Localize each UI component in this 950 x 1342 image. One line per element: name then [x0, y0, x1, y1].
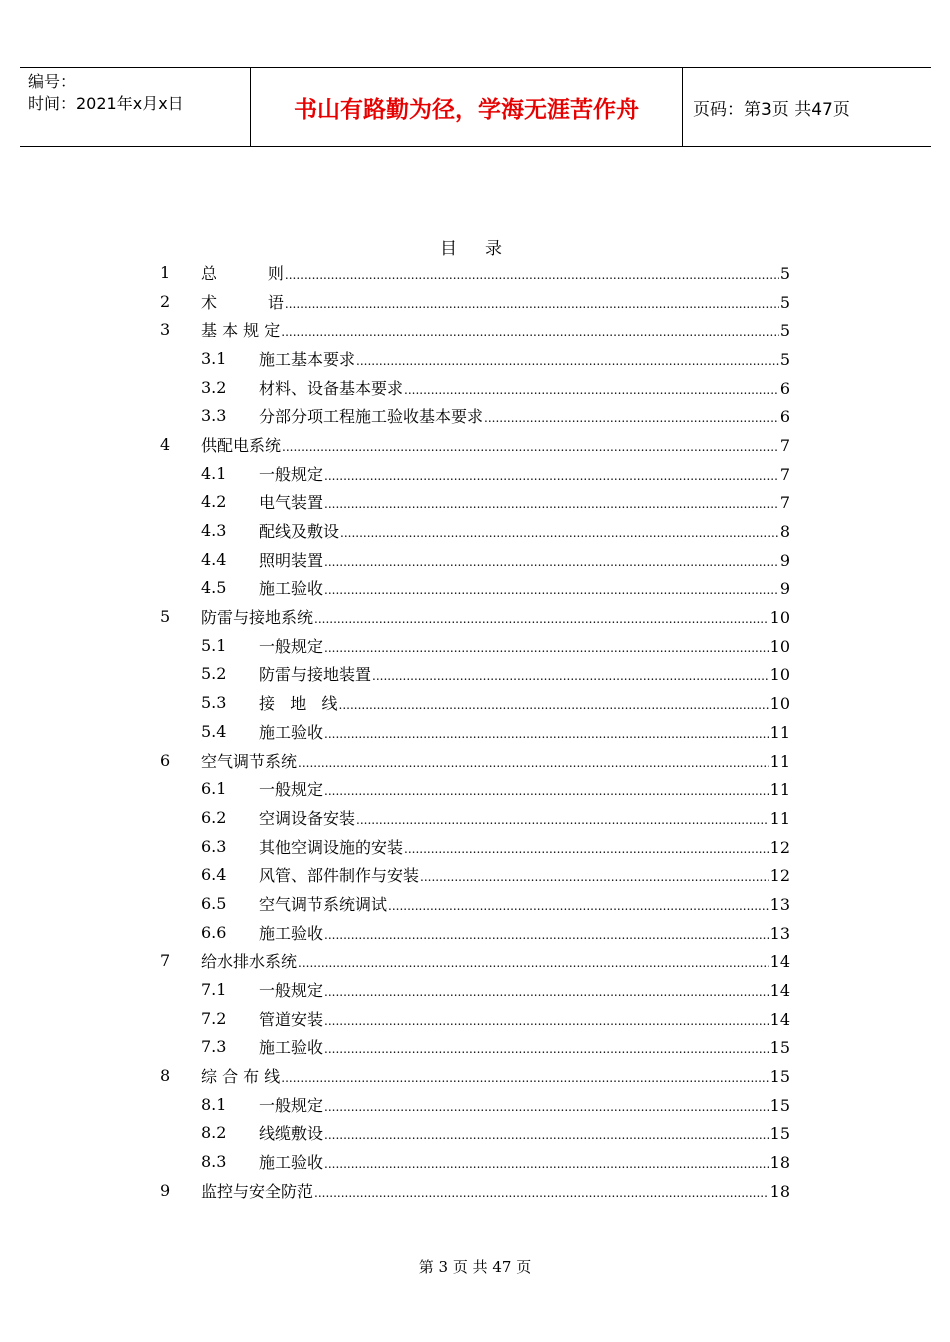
toc-entry-label: 配线及敷设: [259, 522, 340, 542]
toc-entry-page: 12: [769, 866, 790, 886]
toc-entry-number: 1: [160, 262, 171, 282]
header-motto: 书山有路勤为径，学海无涯苦作舟: [251, 68, 683, 146]
header-meta: [20, 68, 251, 146]
toc-entry-page: 7: [779, 493, 790, 513]
toc-leader-dots: [298, 952, 769, 971]
header-page-info: 页码：第3页 共47页: [693, 99, 850, 120]
toc-entry-label: 电气装置: [259, 493, 324, 513]
toc-entry-page: 11: [769, 808, 790, 828]
toc-entry-label: 风管、部件制作与安装: [259, 866, 420, 886]
toc-entry-page: 15: [769, 1095, 790, 1115]
toc-entry-number: 7.3: [201, 1037, 227, 1057]
toc-entry-number: 3: [160, 320, 171, 340]
toc-entry-label: 线缆敷设: [259, 1124, 324, 1144]
toc-entry-page: 18: [769, 1153, 790, 1173]
toc-entry-number: 7.1: [201, 980, 227, 1000]
toc-entry-label: 空调设备安装: [259, 808, 356, 828]
toc-entry[interactable]: [160, 746, 790, 775]
toc-entry-page: 11: [769, 722, 790, 742]
toc-entry-label: 术 语: [201, 292, 284, 312]
toc-leader-dots: [356, 809, 769, 828]
toc-entry[interactable]: [160, 545, 790, 574]
toc-entry-page: 13: [769, 923, 790, 943]
toc-leader-dots: [339, 694, 769, 713]
toc-entry[interactable]: [160, 631, 790, 660]
toc-entry-number: 7.2: [201, 1008, 227, 1028]
toc-entry-number: 4.1: [201, 463, 227, 483]
toc-entry[interactable]: [160, 373, 790, 402]
toc-entry-label: 监控与安全防范: [201, 1181, 314, 1201]
toc-entry[interactable]: [160, 1090, 790, 1119]
toc-entry-page: 5: [779, 349, 790, 369]
toc-entry[interactable]: [160, 287, 790, 316]
toc-entry[interactable]: [160, 488, 790, 517]
toc-entry[interactable]: [160, 1004, 790, 1033]
toc-entry-number: 5: [160, 607, 171, 627]
toc-leader-dots: [324, 1124, 769, 1143]
document-date: 时间：2021年x月x日: [28, 94, 184, 113]
toc-entry-page: 5: [779, 292, 790, 312]
toc-entry-label: 防雷与接地装置: [259, 665, 372, 685]
toc-entry[interactable]: [160, 516, 790, 545]
toc-entry-label: 施工基本要求: [259, 349, 356, 369]
toc-entry-label: 防雷与接地系统: [201, 608, 314, 628]
toc-entry-number: 8: [160, 1066, 171, 1086]
toc-entry-page: 8: [779, 522, 790, 542]
toc-entry[interactable]: [160, 258, 790, 287]
toc-entry[interactable]: [160, 344, 790, 373]
toc-leader-dots: [356, 350, 779, 369]
toc-entry-page: 9: [779, 550, 790, 570]
page-footer: 第 3 页 共 47 页: [418, 1258, 532, 1276]
toc-leader-dots: [285, 264, 779, 283]
toc-entry[interactable]: [160, 1033, 790, 1062]
toc-entry-label: 施工验收: [259, 722, 324, 742]
toc-entry-page: 14: [769, 981, 790, 1001]
toc-entry-page: 13: [769, 894, 790, 914]
toc-entry-label: 一般规定: [259, 636, 324, 656]
toc-leader-dots: [298, 752, 769, 771]
toc-leader-dots: [324, 723, 769, 742]
toc-entry-number: 4.3: [201, 521, 227, 541]
toc-entry-page: 15: [769, 1038, 790, 1058]
toc-leader-dots: [324, 493, 779, 512]
toc-entry[interactable]: [160, 401, 790, 430]
toc-entry[interactable]: [160, 315, 790, 344]
toc-entry-number: 4.2: [201, 492, 227, 512]
toc-entry-page: 12: [769, 837, 790, 857]
toc-entry-number: 6: [160, 750, 171, 770]
toc-leader-dots: [324, 780, 769, 799]
toc-leader-dots: [285, 293, 779, 312]
toc-entry-page: 11: [769, 780, 790, 800]
toc-entry-page: 5: [779, 263, 790, 283]
toc-entry[interactable]: [160, 660, 790, 689]
toc-leader-dots: [372, 665, 769, 684]
toc-entry-label: 其他空调设施的安装: [259, 837, 404, 857]
toc-leader-dots: [282, 436, 779, 455]
toc-entry-number: 4: [160, 434, 171, 454]
toc-entry-page: 15: [769, 1067, 790, 1087]
toc-entry-page: 11: [769, 751, 790, 771]
toc-leader-dots: [281, 1067, 768, 1086]
toc-entry-label: 空气调节系统调试: [259, 894, 388, 914]
toc-entry-label: 材料、设备基本要求: [259, 378, 404, 398]
toc-entry-label: 施工验收: [259, 579, 324, 599]
toc-leader-dots: [314, 608, 769, 627]
toc-entry[interactable]: [160, 1119, 790, 1148]
toc-entry[interactable]: [160, 889, 790, 918]
toc-entry-page: 10: [769, 636, 790, 656]
toc-entry-page: 6: [779, 378, 790, 398]
toc-entry-label: 一般规定: [259, 464, 324, 484]
toc-entry-label: 总 则: [201, 263, 284, 283]
toc-entry[interactable]: [160, 860, 790, 889]
toc-entry-label: 接 地 线: [259, 694, 338, 714]
toc-entry[interactable]: [160, 774, 790, 803]
toc-leader-dots: [340, 522, 779, 541]
toc-entry[interactable]: [160, 459, 790, 488]
toc-entry-number: 4.4: [201, 549, 227, 569]
toc-entry[interactable]: [160, 1061, 790, 1090]
toc-entry[interactable]: [160, 717, 790, 746]
toc-entry-label: 分部分项工程施工验收基本要求: [259, 407, 484, 427]
toc-entry-page: 15: [769, 1124, 790, 1144]
toc-entry-page: 14: [769, 952, 790, 972]
toc-entry[interactable]: [160, 688, 790, 717]
toc-entry-label: 一般规定: [259, 780, 324, 800]
toc-entry[interactable]: [160, 430, 790, 459]
toc-entry[interactable]: [160, 574, 790, 603]
toc-entry-page: 10: [769, 694, 790, 714]
toc-leader-dots: [484, 407, 779, 426]
toc-leader-dots: [388, 895, 769, 914]
toc-entry-number: 6.2: [201, 807, 227, 827]
toc-entry-label: 给水排水系统: [201, 952, 298, 972]
toc-entry-label: 一般规定: [259, 1095, 324, 1115]
toc-entry-number: 3.2: [201, 377, 227, 397]
toc-entry-number: 4.5: [201, 578, 227, 598]
toc-entry[interactable]: [160, 975, 790, 1004]
toc-entry-page: 7: [779, 435, 790, 455]
toc-entry[interactable]: [160, 947, 790, 976]
toc-leader-dots: [281, 321, 779, 340]
toc-entry-page: 10: [769, 665, 790, 685]
toc-entry[interactable]: [160, 918, 790, 947]
toc-entry-number: 6.3: [201, 836, 227, 856]
toc-leader-dots: [324, 579, 779, 598]
toc-leader-dots: [324, 465, 779, 484]
toc-entry-page: 14: [769, 1009, 790, 1029]
toc-leader-dots: [324, 637, 769, 656]
toc-leader-dots: [324, 981, 769, 1000]
toc-leader-dots: [324, 1038, 769, 1057]
table-of-contents: [160, 258, 790, 1205]
document-number-label: 编号：: [28, 72, 77, 91]
toc-entry-page: 18: [769, 1181, 790, 1201]
toc-entry-number: 5.4: [201, 721, 227, 741]
toc-entry-label: 施工验收: [259, 1038, 324, 1058]
toc-entry[interactable]: [160, 602, 790, 631]
toc-entry-number: 6.6: [201, 922, 227, 942]
toc-leader-dots: [324, 1096, 769, 1115]
toc-entry[interactable]: [160, 803, 790, 832]
toc-leader-dots: [314, 1182, 769, 1201]
toc-entry-label: 施工验收: [259, 1153, 324, 1173]
toc-entry-label: 施工验收: [259, 923, 324, 943]
toc-entry-label: 照明装置: [259, 550, 324, 570]
toc-entry-number: 6.4: [201, 865, 227, 885]
toc-entry-number: 5.1: [201, 635, 227, 655]
toc-title: 目录: [440, 239, 530, 259]
toc-entry-number: 9: [160, 1180, 171, 1200]
toc-leader-dots: [324, 1153, 769, 1172]
toc-leader-dots: [324, 1010, 769, 1029]
toc-entry[interactable]: [160, 1176, 790, 1205]
toc-entry[interactable]: [160, 832, 790, 861]
toc-entry-number: 6.5: [201, 893, 227, 913]
toc-leader-dots: [324, 924, 769, 943]
toc-entry-number: 3.1: [201, 348, 227, 368]
toc-entry-number: 8.3: [201, 1152, 227, 1172]
toc-entry-number: 8.1: [201, 1094, 227, 1114]
toc-entry-label: 供配电系统: [201, 435, 282, 455]
toc-entry-number: 5.2: [201, 664, 227, 684]
toc-entry-number: 6.1: [201, 779, 227, 799]
toc-entry-page: 6: [779, 407, 790, 427]
toc-entry-page: 5: [779, 321, 790, 341]
toc-entry-page: 9: [779, 579, 790, 599]
toc-entry-label: 基 本 规 定: [201, 321, 281, 341]
toc-entry-number: 2: [160, 291, 171, 311]
toc-entry[interactable]: [160, 1147, 790, 1176]
toc-entry-label: 综 合 布 线: [201, 1067, 281, 1087]
toc-entry-page: 10: [769, 608, 790, 628]
toc-entry-number: 5.3: [201, 693, 227, 713]
toc-leader-dots: [324, 551, 779, 570]
toc-entry-label: 空气调节系统: [201, 751, 298, 771]
toc-entry-label: 一般规定: [259, 981, 324, 1001]
toc-entry-number: 3.3: [201, 406, 227, 426]
toc-entry-number: 7: [160, 951, 171, 971]
page-header: [20, 67, 931, 147]
toc-entry-label: 管道安装: [259, 1009, 324, 1029]
toc-entry-number: 8.2: [201, 1123, 227, 1143]
toc-leader-dots: [404, 838, 769, 857]
toc-leader-dots: [404, 379, 779, 398]
toc-leader-dots: [420, 866, 769, 885]
toc-entry-page: 7: [779, 464, 790, 484]
